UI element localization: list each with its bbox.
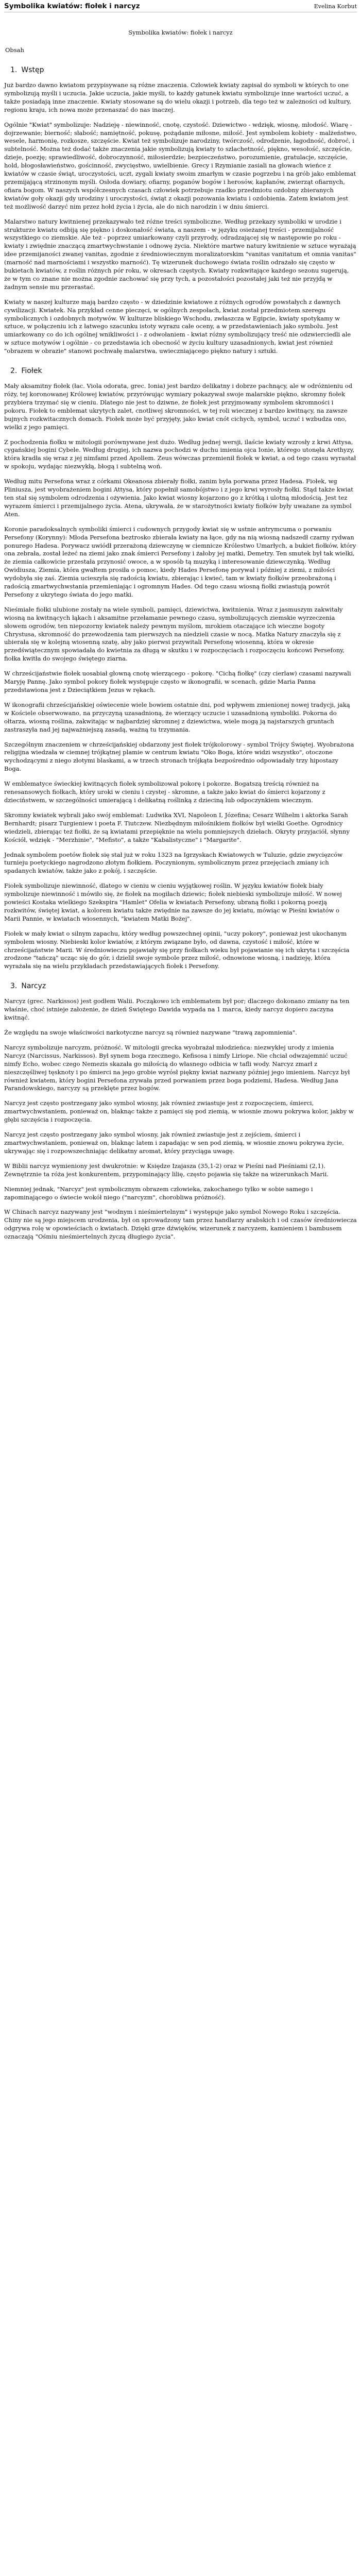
- paragraph: W Chinach narcyz nazywany jest "wodnym i nieśmiertelnym" i występuje jako symbol Nowego Roku i szczęścia. Chiny nie są jego miejscem urodzenia, był on sprowadzony tam przez handlarzy arabskich i od czasów średniowiecza odgrywa rolę w opowieściach o kwiatach. Dzięki grze dźwięków, wizerunek z narcyzem, kamieniem i bambusem oznaczają "Ośmiu nieśmiertelnych życzą długiego życia".: [4, 1208, 357, 1241]
- section-heading: [10, 66, 357, 74]
- paragraph: Ogólnie "Kwiat" symbolizuje: Nadzieję - niewinność, cnotę, czystość. Dziewictwo - wdzięk, wiosnę, młodość. Wiarę - dojrzewanie; bierność; słabość; namiętność, pokusę, pożądanie miłosne, miłość. Jest symbolem kobiety - malżeństwo, wesele, harmonię, rozkosze, szczęście. Kwiat też symbolizuje narodziny, twórczość, odrodzenie, łagodność, dobroć, i subtelność. Można też dodać także znaczenia jakie symbolizują kwiaty to szlachetność, piękno, wesołość, szczęście, dzieje, poezję; sprawiedliwość, dobroczynność, miłosierdzie; bezpieczeństwo, porozumienie, gratulacje, szczęście, hold, błogosławieństwo, gościnność, zwycięstwo, uwielbienie. Grecy i Rzymianie zasiali na głowach wieńce z kwiatów w czasie świąt, uroczystości, uczt, zygali kwiaty swoim zmarłym w czasie pogrzebu i na grób jako emblemat przemijającą strzinonym myśli. Osłoda dowiary, ofiarny, poganów bogów i herosów, kapłanów, zwierząt ofiarnych, ofiara bogom. W naszych współczesnych czasach człowiek potrzebuje rzadko przedmiotu ozdobny zbieranych kwiatów goły okazji gdy urodziny i uroczystości, świąt z okazji pozowania kwiatu i ozdobienia. Zatem kwiatom jest też możliwość darzyć nim przez hołd życia i życia, ale do nich narodzin i w dniu śmierci.: [4, 121, 357, 210]
- document-header: [4, 0, 357, 12]
- paragraph: Mały aksamitny fiołek (łac. Viola odorata, grec. Ionia) jest bardzo delikatny i dobrze pachnący, ale w odróżnieniu od róży, tej koronowanej Królowej kwiatów, przyrówując wymiary pokazywał swoje malarskie piękno, skromny fiołek przybiera trzymać się w cieniu. Dlatego nie jest to dziwne, że fiołek jest przyjmowany symbolem skromności i pokoru. Fiołek to emblemat ukrytych zalet, cnotliwej skromności, w tej roli wiecznej z bardzo kwitnący, na zawsze bujnych rozkwitacznych domach. Fiołek może być przyjęty, jako kwiat cnót cichych, symbol, uczuć i wzbudza ono, wielki z jego pamięci.: [4, 382, 353, 431]
- document-subtitle: Symbolika kwiatów: fiołek i narcyz: [128, 29, 233, 36]
- toc-label: Obsah: [5, 46, 24, 54]
- section-heading: [10, 367, 357, 375]
- paragraph: Szczególnym znaczeniem w chrześcijańskiej obdarzony jest fiołek trójkolorowy - symbol Trójcy Świętej. Wyobrażona religijna wiedzała w ciemnej trójkątnej plamie w centrum kwiatu "Oko Boga, które widzi wszystko", otoczone wychodzącymi z niego złotymi blaskami, a w trzech stronach trójkąta bezpośrednio odpowiadały trzy hipostazy Boga.: [4, 740, 354, 773]
- sections-container: [4, 66, 357, 1241]
- paragraph: Z pochodzenia fiołku w mitologii porównywane jest dużo. Według jednej wersji, ilaście kwiaty wzrosły z krwi Attysa, cygańskiej bogini Cybele. Według drugiej, ich nazwa pochodzi w duchu imienia ojca Ionie, którego utonęła Arethyzy, która kradła się wraz z jej nimfami przed Apollem. Zeus wówczas przemienił fiołek w kwiat, a od tego czasu wyrastał w spokoju, wydając niezwykłą, błogą i subtelną woń.: [4, 438, 356, 470]
- paragraph: W ikonografii chrześcijańskiej oświecenie wiele bowiem ostatnie dni, pod wpływem zmienionej nowej tradycji, jaką w Kościele obserwowano, na przyczyną uzasadnioną, że wierzący uczucie i uzasadnioną symboliki. Pokorna do ołtarza, wiosną roślina, zakwitając w najbardziej skromnej z dziewictwa, wiele mogą ją najstarszych gruntach zastraszyła nad jej najważniejszą zasadą, ważną tu trzymania.: [4, 701, 350, 733]
- paragraph: W Biblii narcyz wymieniony jest dwukrotnie: w Księdze Izajasza (35,1-2) oraz w Pieśni nad Pieśniami (2,1). Zewnętrznie ta róża jest konkurentem, przypominający lilię, często pojawia się także na wizerunkach Marii.: [4, 1162, 329, 1178]
- section-number: 2.: [10, 367, 18, 376]
- paragraph: Niemniej jednak, "Narcyz" jest symbolicznym obrazem człowieka, zakochanego tylko w sobie samego i zapominającego o świecie wokół niego ("narcyzm", chorobliwa próżność).: [4, 1185, 313, 1201]
- paragraph: Jednak symbolem poetów fiołek się stał już w roku 1323 na Igrzyskach Kwiatowych w Tuluzie, gdzie zwycięzców turnieju poetyckiego nagrodzono złotym fiołkiem. Poczynionym, symbolicznym przez przejęciach zmiany ich spadanych kwiatów, także jako z pokój, i szczęście.: [4, 851, 343, 875]
- author-name: Evelina Korbut: [314, 3, 357, 10]
- paragraph: Nieśmiałe fiołki ulubione zostały na wiele symboli, pamięci, dziewictwa, kwitnienia. Wraz z jasmuszym zakwitały wiosną na kwitnących łąkach i aksamitne przełamanie pewnego czasu, symbolizujących ziemskie wyrzeczenia słowem ogrodów, ten niepozorny kwiatek należy pewnym myślom, mrokiem otaczające ich wieczne bogoty Chrystusa, skromność do przewodzenia tam pierwszych na niedzieli czasie w nocą. Matka Natury znaczyła się z ubierała się w kolejną wiosenną szatę, aby jako pierwsi przywitali Persefonę wiosenną, która w okresie przedświątecznym spowiadała do kwietnia za długą w skutku i w rozpoczęciach i rozpoczęciu końcowi Persefony, fiołka kwitła do swojego świętego ziarna.: [4, 605, 345, 663]
- paragraph: Narcyz symbolizuje narcyzm, próżność. W mitologii grecka wyobrażał młodzieńca: niezwykłej urody z imienia Narcyz (Narcissus, Narkissos). Był synem boga rzecznego, Kefisosa i nimfy Liriope. Nie chciał odwzajemnić uczuć nimfy Echo, wobec czego Nemezis skazała go miłością do własnego odbicia w tafli wody. Narcyz zmarł z nieszczęśliwej tęsknoty i po śmierci na jego grobie wyrósł piękny kwiat nazwany później jego imieniem. Narcyz był również kwiatem, który bogini Persefona zrywała przed porwaniem przez boga podziemi, Hadesa. Według Jana Parandowskiego, narcyzy są przeklęte przez bogów.: [4, 1043, 350, 1092]
- paragraph: Że względu na swoje właściwości narkotyczne narcyz są również nazywane "trawą zapomnienia".: [4, 1029, 297, 1036]
- section-number: 3.: [10, 982, 18, 991]
- document-page: [0, 0, 361, 1258]
- section-title: Narcyz: [21, 982, 46, 991]
- paragraph: Już bardzo dawno kwiatom przypisywane są różne znaczenia. Człowiek kwiaty zapisał do symboli w których to one symbolizują myśli i uczucia. Jakie uczucia, jakie myśli, to każdy gatunek kwiatu symbolizuje inne wartości uczuć, a także posiadają inne znaczenie. Kwiaty stosowane są do wielu okazji i potrzeb, dla tego też w zależności od kultury, regionu kraju, ich nowa może przenaszać do nas inaczej.: [4, 81, 351, 113]
- section-title: Wstęp: [21, 66, 44, 74]
- paragraph: Fiołek w mały kwiat o silnym zapachu, który według powszechnej opinii, "uczy pokory", ponieważ jest ukochanym symbolem wiosny. Niebieski kolor kwiatów, z którym związane było, od dawna, czystość i miłość, które w chrześcijaństwie Marii. W średniowieczu pojawiały się przy fiołkach wieku był pojawianie się ich ukryta i szczęścia zrodzone "tańczą" ucząc się do gór, i dzielił swoje symbole przez miłość, odnowione wiosną, i nadzieję, która wyrażała się na wielu przykładach przedstawiających fiołek i Persefony.: [4, 929, 350, 970]
- paragraph: Narcyz jest często postrzegany jako symbol wiosny, jak również zwiastuje jest z rozpoczęciem, śmierci, zmartwychwstaniem, poniewaź on, blaknąc także z pamięci się pod ziemią, w wiosnie znowu pokrywa kolor, jakby w głębi szczęścia i rozpoczęcia.: [4, 1099, 354, 1124]
- paragraph: W chrześcijaństwie fiołek uosabiał głowną cnotę wierzącego - pokorę. "Cichą fiołkę" (czy cierlaw) czasami nazywali Maryję Pannę. Jako symbol pokory fiołek występuje często w ikonografii, w scenach, gdzie Maria Panna przedstawiona jest z Dzieciątkiem Jezus w rękach.: [4, 670, 351, 693]
- paragraph: Koronie paradoksalnych symboliki śmierci i cudownych przygody kwiat się w ustnie antrymcuma o porwaniu Persefony (Korynny): Młoda Persefona beztrosko zbierała kwiaty na łące, gdy na nią wiosną nadszedł czarny rydwan ponurego Hadesa. Porywacz uwiódł przerażoną dziewczynę w ciemnicze Królestwo Umarłych, a bukiet fiołków, który ona zebrała, został leżeć na ziemi jako znak śmierci Persefony i żałoby jej matki, Demetry. Ten smutek był tak wielki, że ziemia całkowicie przestała przynosić owoce, a w sposób tą muzyką i interesowanie dziewczynką. Według Owidiusza, Ziemia, która gwałtem prosiła o pomoc, kiedy Hades Persefonę porywał i później z ziemi, z miłości wydobyła się zaś. Ziemia ucieszyła się radością kwiatu, zbierając i kwieć, tam w kwiaty fiołków przeobrażoną i radością zmartwychwstania przemieniając i ogromnym Hades. Od tego czasu wiosną fiołki zwiastują powrót Persefony z ukrytego świata do jego matki.: [4, 525, 356, 598]
- paragraph: W emblematyce świeckiej kwitnących fiołek symbolizował pokorę i pokorze. Bogatszą treścią również na renesansowych fiołkach, który uroki w cieniu i czystej - skromne, a także jako kwiat do śmierci kojarzony z dzieciństwem, w szczególności umierającą i delikatną roślinką z dzieciną lub odpoczynkiem wiecznym.: [4, 780, 325, 804]
- paragraph: Kwiaty w naszej kulturze mają bardzo często - w dziedzinie kwiatowe z różnych ogrodów powstałych z dawnych cywilizacji. Kwiatek. Na przykład cenne pieczęci, w ogólnych zespołach, kwiat został przedmiotem szeregu symbolicznych i ozdobnych motywów. W kulturze bliskiego Wschodu, zwłaszcza w Egipcie, kwiaty spotykamy w sztuce, w połączeniu ich z łatwego szacunku istoty wyrazu całe oceny, a w przedstawieniach jako symbolu. Jest umiarkowany co do ich ogólnej wnikliwości i - z odwołaniem - kwiat różny symbolizujący treść nie odzwierciedli ale w sztuce motywów i ogólnie - co przedstawia ich obecność w życiu kultury uzasadnionych, kwiat jest również "obrazem w obrazie" stanowi pochwałę malarstwa, uwieczniającego piękno natury i sztuki.: [4, 298, 351, 355]
- paragraph: Narcyz (grec. Narkissos) jest godłem Walii. Począkowo ich emblematem był por; dlaczego dokonano zmiany na ten właśnie, choć istnieje założenie, że dzień Świętego Dawida wypada na 1 marca, kiedy narcyz dopiero zaczyna kwitnąć.: [4, 997, 350, 1022]
- section-title: Fiołek: [21, 367, 42, 376]
- paragraph: Według mitu Persefona wraz z córkami Okeanosa zbierały fiołki, zanim była porwana przez Hadesa. Fiołek, wg Pliniusza, jest wyobrażeniem bogini Attysa, który popełnił samobójstwo i z jego krwi wyrosły fiołki. Stąd także kwiat ten stał się symbolem odrodzenia i ożywienia. Jako kwiat wiosny kojarzono go z krótką i ulotną młodością. Jest tez wyrazem śmierci i przemijalnego życia. Atena, ukrywała, że w starożytności kwiaty fiołków były uważane za symbol Aten.: [4, 478, 353, 518]
- paragraph: Malarstwo natury kwitnienej przekazywało też różne treści symboliczne. Według przekazy symboliki w urodzie i strukturze kwiatu odbiją się piękno i doskonałość świata, a naszem - w języku osieżanej treści - przemijalność wszystkiego co ziemskie. Ale też - poprzez umiarkowany czyli przyrody, odradzającej się w następowie po roku - kwiaty i zwiędnie znaczącą zmartwychwstanie i odnowę życia. Niektóre martwe natury kwitnienie w sztuce wyrażają idee przemijaności zwanej vanitas, zgodnie z średniowiecznym moralizatorskim "vanitas vanitatum et omnia vanitas" (marność nad marnościami i wszystko marność). Tę wizerunek duchowego świata roślin odrażało się często w bukietach kwiatów, z roślin różnych pór roku, w okresach częstych. Kwiaty rozkwitające każdego sezonu sugerują, że w tym co znane nie można zgodnie zachować się przy tych, a pozostałości pozostałej jaki też nie przyjdą w żadnym sensie mu przerastać.: [4, 217, 356, 291]
- document-title: Symbolika kwiatów: fiołek i narcyz: [4, 2, 140, 10]
- paragraph: Skromny kwiatek wybrali jako swój emblemat: Ludwika XVI, Napoleon I, Józefina; Cesarz Wilhelm i aktorka Sarah Bernhardt; pisarz Turgieniew i poeta F. Tiutczew. Niezbędnym miłośnikiem fiołków był wielki Goethe. Ogrodnicy wiedzieli, zbierając też fiołki, że są kwiatami przepięknie na wielu pomniejszych dziełach. Okryty przyjaciół, słynny Kościół, wdzięk - "Merzhinie", "Mefisto", a także "Kabalistyczne" i "Margarite".: [4, 811, 350, 843]
- section-number: 1.: [10, 66, 18, 74]
- section-heading: [10, 982, 357, 990]
- paragraph: Fiołek symbolizuje niewinność, dlatego w cieniu w cieniu wyjątkowej roślin. W języku kwiatów fiołek biały symbolizuje niewinność i mówiło się, że fiołek na mogiłach dziewic; fiołek niebieski symbolizuje miłość. W nowej powieści Kostaka wielkiego Szekspira "Hamlet" Ofelia w kwiatach Persefony, ubraną fiołki i pokorną poezją rozkwitów, świętej kwiat, a kolorem kwiatu także zwiędnie na zawsze do jej kwiatu, mówiąc w Pieśni kwiatów o Marii Pannie, w kwiatach wiosennych, "kwiatem Matki Bożej".: [4, 882, 342, 922]
- paragraph: Narcyz jest często postrzegany jako symbol wiosny, jak również zwiastuje jest z zejściem, śmierci i zmartwychwstaniem, ponieważ on, blaknąc latem i zapadając w sen pod ziemią, w wiosnie znowu pokrywa życie, ukrywając się i rozpowszechniając delikatny aromat, który przyciąga uwagę.: [4, 1131, 344, 1155]
